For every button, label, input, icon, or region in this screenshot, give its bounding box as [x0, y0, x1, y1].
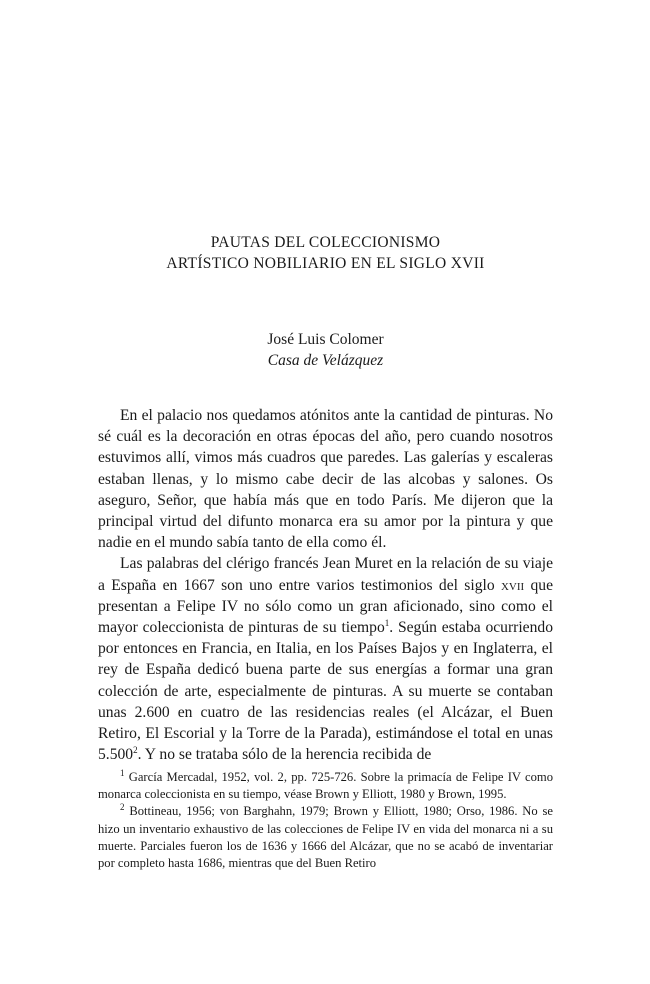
footnote-ref-2: 2	[133, 745, 138, 756]
author-block	[98, 329, 553, 371]
body-text	[98, 405, 553, 765]
title-line-2: ARTÍSTICO NOBILIARIO EN EL SIGLO XVII	[166, 255, 485, 272]
paragraph-2	[98, 553, 553, 765]
footnote-2-text: Bottineau, 1956; von Barghahn, 1979; Brown y Elliott, 1980; Orso, 1986. No se hizo un inventario exhaustivo de las colecciones de Felipe IV en vida del monarca ni a su muerte. Parciales fueron los de 1636 y 1666 del Alcázar, que no se acabó de inventariar por completo hasta 1686, mientras que del Buen Retiro	[98, 804, 553, 871]
paragraph-2-text-c: . Según estaba ocurriendo por entonces en Francia, en Italia, en los Países Bajos y en Inglaterra, el rey de España dedicó buena parte de sus energías a formar una gran colección de arte, especialmente de pinturas. A su muerte se contaban unas 2.600 en cuatro de las residencias reales (el Alcázar, el Buen Retiro, El Escorial y la Torre de la Parada), estimándose el total en unas 5.500	[98, 619, 553, 764]
paragraph-2-text-d: . Y no se trataba sólo de la herencia recibida de	[137, 746, 432, 764]
footnote-ref-1: 1	[384, 617, 390, 628]
paragraph-2-text-b: que presentan a Felipe IV no sólo como un gran aficionado, sino como el mayor coleccionista de pinturas de su tiempo	[98, 576, 553, 637]
paragraph-2-text-a: Las palabras del clérigo francés Jean Muret en la relación de su viaje a España en 1667 son uno entre varios testimonios del siglo	[98, 555, 553, 594]
author-name: José Luis Colomer	[267, 331, 384, 348]
chapter-title	[98, 232, 553, 274]
author-affiliation: Casa de Velázquez	[267, 352, 384, 369]
footnote-2-marker: 2	[120, 802, 125, 813]
footnote-1-text: García Mercadal, 1952, vol. 2, pp. 725-726. Sobre la primacía de Felipe IV como monarca coleccionista en su tiempo, véase Brown y Elliott, 1980 y Brown, 1995.	[98, 770, 553, 802]
footnotes	[98, 769, 553, 872]
title-line-1: PAUTAS DEL COLECCIONISMO	[210, 234, 441, 251]
footnote-1	[98, 769, 553, 803]
century-numeral: xvii	[500, 576, 525, 594]
footnote-2	[98, 803, 553, 872]
paragraph-1: En el palacio nos quedamos atónitos ante la cantidad de pinturas. No sé cuál es la decoración en otras épocas del año, pero cuando nosotros estuvimos allí, vimos más cuadros que paredes. Las galerías y escaleras estaban llenas, y lo mismo cabe decir de las alcobas y salones. Os aseguro, Señor, que había más que en todo París. Me dijeron que la principal virtud del difunto monarca era su amor por la pintura y que nadie en el mundo sabía tanto de ella como él.	[98, 407, 553, 552]
footnote-1-marker: 1	[120, 767, 125, 778]
